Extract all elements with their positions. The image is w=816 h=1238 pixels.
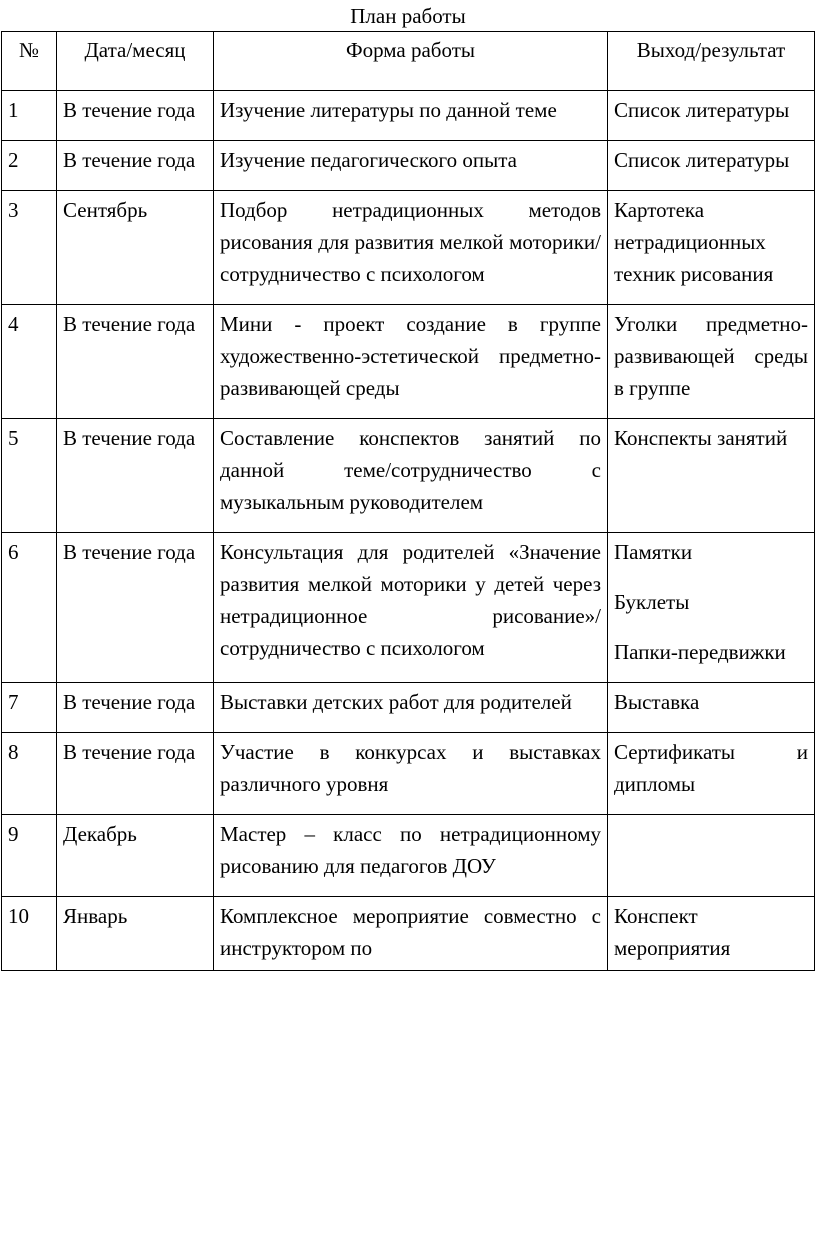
output-item: Конспекты занятий (614, 426, 788, 450)
cell-output (608, 305, 815, 419)
header-num: № (2, 32, 57, 91)
table-row (2, 91, 815, 141)
cell-form: Изучение литературы по данной теме (214, 91, 608, 141)
cell-form: Участие в конкурсах и выставках различного уровня (214, 733, 608, 815)
cell-output (608, 191, 815, 305)
cell-form: Консультация для родителей «Значение развития мелкой моторики у детей через нетрадиционное рисование»/сотрудничество с психологом (214, 533, 608, 683)
output-item: Выставка (614, 690, 700, 714)
cell-output (608, 897, 815, 971)
table-row (2, 683, 815, 733)
cell-output (608, 419, 815, 533)
cell-form: Подбор нетрадиционных методов рисования для развития мелкой моторики/сотрудничество с психологом (214, 191, 608, 305)
cell-form: Выставки детских работ для родителей (214, 683, 608, 733)
header-output: Выход/результат (608, 32, 815, 91)
header-form: Форма работы (214, 32, 608, 91)
cell-output (608, 533, 815, 683)
cell-output (608, 815, 815, 897)
cell-form: Составление конспектов занятий по данной теме/сотрудничество с музыкальным руководителем (214, 419, 608, 533)
cell-output (608, 683, 815, 733)
output-item: Памятки (614, 540, 693, 564)
header-date: Дата/месяц (57, 32, 214, 91)
output-item: Папки-передвижки (614, 640, 786, 664)
table-row (2, 141, 815, 191)
cell-form: Мини - проект создание в группе художественно-эстетической предметно-развивающей среды (214, 305, 608, 419)
cell-num: 9 (2, 815, 57, 897)
cell-form: Изучение педагогического опыта (214, 141, 608, 191)
table-row (2, 419, 815, 533)
cell-date: В течение года (57, 305, 214, 419)
cell-date: В течение года (57, 141, 214, 191)
cell-form: Комплексное мероприятие совместно с инструктором по (214, 897, 608, 971)
table-header-row (2, 32, 815, 91)
cell-date: Сентябрь (57, 191, 214, 305)
cell-num: 7 (2, 683, 57, 733)
cell-output (608, 141, 815, 191)
cell-date: В течение года (57, 733, 214, 815)
cell-date: В течение года (57, 683, 214, 733)
cell-date: Январь (57, 897, 214, 971)
cell-date: В течение года (57, 533, 214, 683)
cell-num: 10 (2, 897, 57, 971)
output-item: Сертификаты и дипломы (614, 740, 808, 796)
output-item: Уголки предметно-развивающей среды в группе (614, 312, 808, 400)
table-row (2, 897, 815, 971)
cell-num: 8 (2, 733, 57, 815)
table-row (2, 733, 815, 815)
cell-num: 5 (2, 419, 57, 533)
cell-date: Декабрь (57, 815, 214, 897)
output-item: Конспект мероприятия (614, 904, 731, 960)
cell-num: 2 (2, 141, 57, 191)
cell-num: 6 (2, 533, 57, 683)
table-row (2, 815, 815, 897)
table-row (2, 191, 815, 305)
cell-output (608, 733, 815, 815)
cell-num: 3 (2, 191, 57, 305)
cell-output (608, 91, 815, 141)
cell-num: 4 (2, 305, 57, 419)
cell-date: В течение года (57, 91, 214, 141)
cell-form: Мастер – класс по нетрадиционному рисованию для педагогов ДОУ (214, 815, 608, 897)
output-item: Список литературы (614, 98, 790, 122)
cell-num: 1 (2, 91, 57, 141)
output-item: Буклеты (614, 590, 690, 614)
output-item: Список литературы (614, 148, 790, 172)
work-plan-table (1, 31, 815, 971)
table-row (2, 533, 815, 683)
output-item: Картотека нетрадиционных техник рисования (614, 198, 774, 286)
cell-date: В течение года (57, 419, 214, 533)
document-title: План работы (350, 4, 466, 28)
table-body (2, 91, 815, 971)
table-row (2, 305, 815, 419)
